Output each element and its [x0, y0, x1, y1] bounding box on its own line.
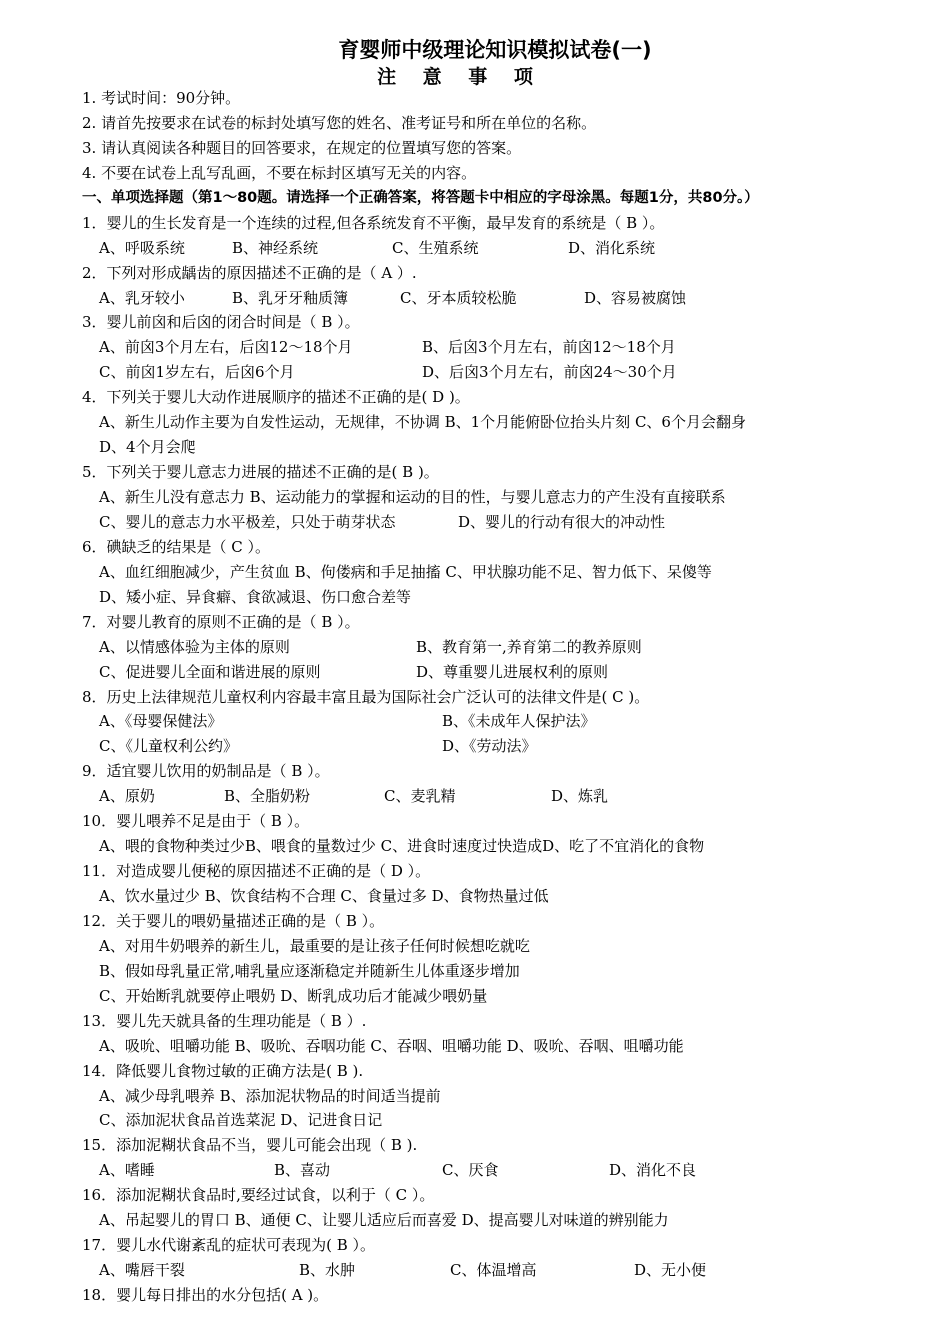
option-text: D、4个月会爬 — [99, 438, 196, 457]
option-text: B、后囟3个月左右，前囟12～18个月 — [422, 338, 676, 357]
question-line — [0, 211, 950, 236]
question-text: 4．下列关于婴儿大动作进展顺序的描述不正确的是( D )。 — [82, 388, 470, 407]
option-text: A、血红细胞减少，产生贫血 B、佝偻病和手足抽搐 C、甲状腺功能不足、智力低下、呆傻等 — [99, 562, 712, 581]
option-line — [0, 335, 950, 360]
option-text: A、新生儿动作主要为自发性运动，无规律，不协调 B、1个月能俯卧位抬头片刻 C、6个月会翻身 — [99, 413, 746, 432]
question-line — [0, 385, 950, 410]
option-line — [0, 1158, 950, 1183]
option-text: B、假如母乳量正常,哺乳量应逐渐稳定并随新生儿体重逐步增加 — [99, 961, 520, 980]
option-text: B、《未成年人保护法》 — [442, 712, 596, 731]
option-line — [0, 510, 950, 535]
option-line — [0, 984, 950, 1009]
option-text: C、《儿童权利公约》 — [99, 737, 238, 756]
question-line — [0, 1233, 950, 1258]
option-line — [0, 1034, 950, 1059]
option-text: A、乳牙较小 — [99, 288, 185, 307]
option-text: A、原奶 — [99, 787, 155, 806]
option-text: C、麦乳精 — [384, 787, 456, 806]
section-heading: 一、单项选择题（第1～80题。请选择一个正确答案，将答题卡中相应的字母涂黑。每题1分，共80分。） — [82, 189, 759, 206]
option-line — [0, 709, 950, 734]
question-text: 18．婴儿每日排出的水分包括( A )。 — [82, 1286, 329, 1304]
note-text: 3. 请认真阅读各种题目的回答要求，在规定的位置填写您的答案。 — [82, 138, 522, 157]
option-text: D、婴儿的行动有很大的冲动性 — [458, 512, 666, 531]
option-text: A、饮水量过少 B、饮食结构不合理 C、食量过多 D、食物热量过低 — [99, 887, 549, 905]
question-text: 1．婴儿的生长发育是一个连续的过程,但各系统发育不平衡，最早发育的系统是（ B ）。 — [82, 213, 665, 232]
question-line — [0, 685, 950, 710]
note-text: 2. 请首先按要求在试卷的标封处填写您的姓名、准考证号和所在单位的名称。 — [82, 113, 597, 132]
note-line — [0, 111, 950, 136]
option-line — [0, 410, 950, 435]
question-line — [0, 1133, 950, 1158]
option-text: D、后囟3个月左右，前囟24～30个月 — [422, 363, 677, 382]
option-text: A、减少母乳喂养 B、添加泥状物品的时间适当提前 — [99, 1086, 441, 1105]
option-text: D、《劳动法》 — [442, 737, 537, 756]
option-text: B、水肿 — [299, 1261, 356, 1280]
option-line — [0, 485, 950, 510]
option-text: A、喂的食物种类过少B、喂食的量数过少 C、进食时速度过快造成D、吃了不宜消化的食物 — [99, 837, 705, 856]
note-text: 1. 考试时间：90分钟。 — [82, 89, 241, 107]
option-text: A、对用牛奶喂养的新生儿，最重要的是让孩子任何时候想吃就吃 — [99, 936, 530, 955]
question-text: 10．婴儿喂养不足是由于（ B ）。 — [82, 812, 310, 831]
option-text: C、厌食 — [442, 1161, 499, 1180]
option-line — [0, 1208, 950, 1233]
option-text: D、尊重婴儿进展权利的原则 — [416, 662, 609, 681]
question-line — [0, 759, 950, 784]
question-text: 2．下列对形成龋齿的原因描述不正确的是（ A ）. — [82, 263, 417, 282]
option-text: A、呼吸系统 — [99, 238, 185, 257]
option-text: A、以情感体验为主体的原则 — [99, 637, 290, 656]
option-text: A、新生儿没有意志力 B、运动能力的掌握和运动的目的性，与婴儿意志力的产生没有直接联系 — [99, 488, 726, 506]
option-line — [0, 560, 950, 585]
question-line — [0, 1183, 950, 1208]
question-text: 14．降低婴儿食物过敏的正确方法是( B ). — [82, 1061, 364, 1080]
option-text: A、嘴唇干裂 — [99, 1261, 185, 1280]
option-text: A、前囟3个月左右，后囟12～18个月 — [99, 338, 353, 357]
question-text: 11．对造成婴儿便秘的原因描述不正确的是（ D ）。 — [82, 862, 431, 881]
option-text: C、牙本质较松脆 — [400, 288, 517, 307]
question-text: 7．对婴儿教育的原则不正确的是（ B ）。 — [82, 612, 360, 631]
option-line — [0, 660, 950, 685]
question-line — [0, 460, 950, 485]
question-text: 8．历史上法律规范儿童权利内容最丰富且最为国际社会广泛认可的法律文件是( C )。 — [82, 687, 650, 706]
option-text: C、开始断乳就要停止喂奶 D、断乳成功后才能减少喂奶量 — [99, 986, 488, 1005]
section-heading-line — [0, 186, 950, 211]
note-line — [0, 86, 950, 111]
option-text: A、吸吮、咀嚼功能 B、吸吮、吞咽功能 C、吞咽、咀嚼功能 D、吸吮、吞咽、咀嚼功能 — [99, 1036, 684, 1055]
option-line — [0, 959, 950, 984]
question-line — [0, 809, 950, 834]
option-text: C、婴儿的意志力水平极差，只处于萌芽状态 — [99, 512, 396, 531]
option-line — [0, 286, 950, 311]
question-line — [0, 1059, 950, 1084]
option-text: A、嗜睡 — [99, 1161, 155, 1180]
question-line — [0, 610, 950, 635]
question-line — [0, 261, 950, 286]
option-line — [0, 784, 950, 809]
option-text: A、《母婴保健法》 — [99, 712, 223, 731]
question-text: 5．下列关于婴儿意志力进展的描述不正确的是( B )。 — [82, 463, 439, 482]
question-text: 6．碘缺乏的结果是（ C ）。 — [82, 537, 271, 556]
option-line — [0, 236, 950, 261]
option-line — [0, 734, 950, 759]
question-line — [0, 1009, 950, 1034]
question-text: 17．婴儿水代谢紊乱的症状可表现为( B ）。 — [82, 1236, 375, 1255]
note-text: 4. 不要在试卷上乱写乱画，不要在标封区填写无关的内容。 — [82, 163, 477, 182]
option-text: B、乳牙牙釉质簿 — [232, 288, 349, 307]
question-line — [0, 1283, 950, 1308]
question-line — [0, 909, 950, 934]
option-text: B、教育第一,养育第二的教养原则 — [416, 637, 642, 656]
page-subtitle: 注 意 事 项 — [377, 66, 543, 88]
option-text: D、无小便 — [634, 1261, 707, 1280]
option-text: D、消化不良 — [609, 1161, 697, 1180]
option-text: D、矮小症、异食癖、食欲减退、伤口愈合差等 — [99, 587, 412, 606]
option-line — [0, 884, 950, 909]
option-line — [0, 360, 950, 385]
question-text: 16．添加泥糊状食品时,要经过试食，以利于（ C ）。 — [82, 1186, 435, 1205]
option-text: D、炼乳 — [551, 787, 609, 806]
note-line — [0, 161, 950, 186]
option-text: C、添加泥状食品首选菜泥 D、记进食日记 — [99, 1111, 383, 1130]
question-line — [0, 859, 950, 884]
option-text: C、促进婴儿全面和谐进展的原则 — [99, 662, 321, 681]
option-text: A、吊起婴儿的胃口 B、通便 C、让婴儿适应后而喜爱 D、提高婴儿对味道的辨别能力 — [99, 1211, 669, 1230]
option-line — [0, 435, 950, 460]
exam-content — [0, 86, 950, 1308]
question-line — [0, 535, 950, 560]
page-title: 育婴师中级理论知识模拟试卷(一) — [338, 38, 652, 62]
question-text: 3．婴儿前囟和后囟的闭合时间是（ B ）。 — [82, 313, 360, 332]
option-text: B、神经系统 — [232, 238, 319, 257]
note-line — [0, 136, 950, 161]
option-line — [0, 635, 950, 660]
option-line — [0, 1108, 950, 1133]
option-text: D、容易被腐蚀 — [584, 288, 687, 307]
option-text: C、前囟1岁左右，后囟6个月 — [99, 363, 295, 382]
question-line — [0, 310, 950, 335]
option-line — [0, 1084, 950, 1109]
question-text: 15．添加泥糊状食品不当，婴儿可能会出现（ B ). — [82, 1136, 418, 1155]
option-text: C、体温增高 — [450, 1261, 537, 1280]
option-text: D、消化系统 — [568, 238, 656, 257]
option-text: B、喜动 — [274, 1161, 331, 1180]
option-text: C、生殖系统 — [392, 238, 479, 257]
option-line — [0, 1258, 950, 1283]
option-line — [0, 834, 950, 859]
option-line — [0, 585, 950, 610]
option-line — [0, 934, 950, 959]
option-text: B、全脂奶粉 — [224, 787, 311, 806]
question-text: 12．关于婴儿的喂奶量描述正确的是（ B ）。 — [82, 911, 385, 930]
question-text: 13．婴儿先天就具备的生理功能是（ B ）. — [82, 1011, 367, 1030]
question-text: 9．适宜婴儿饮用的奶制品是（ B ）。 — [82, 762, 330, 781]
